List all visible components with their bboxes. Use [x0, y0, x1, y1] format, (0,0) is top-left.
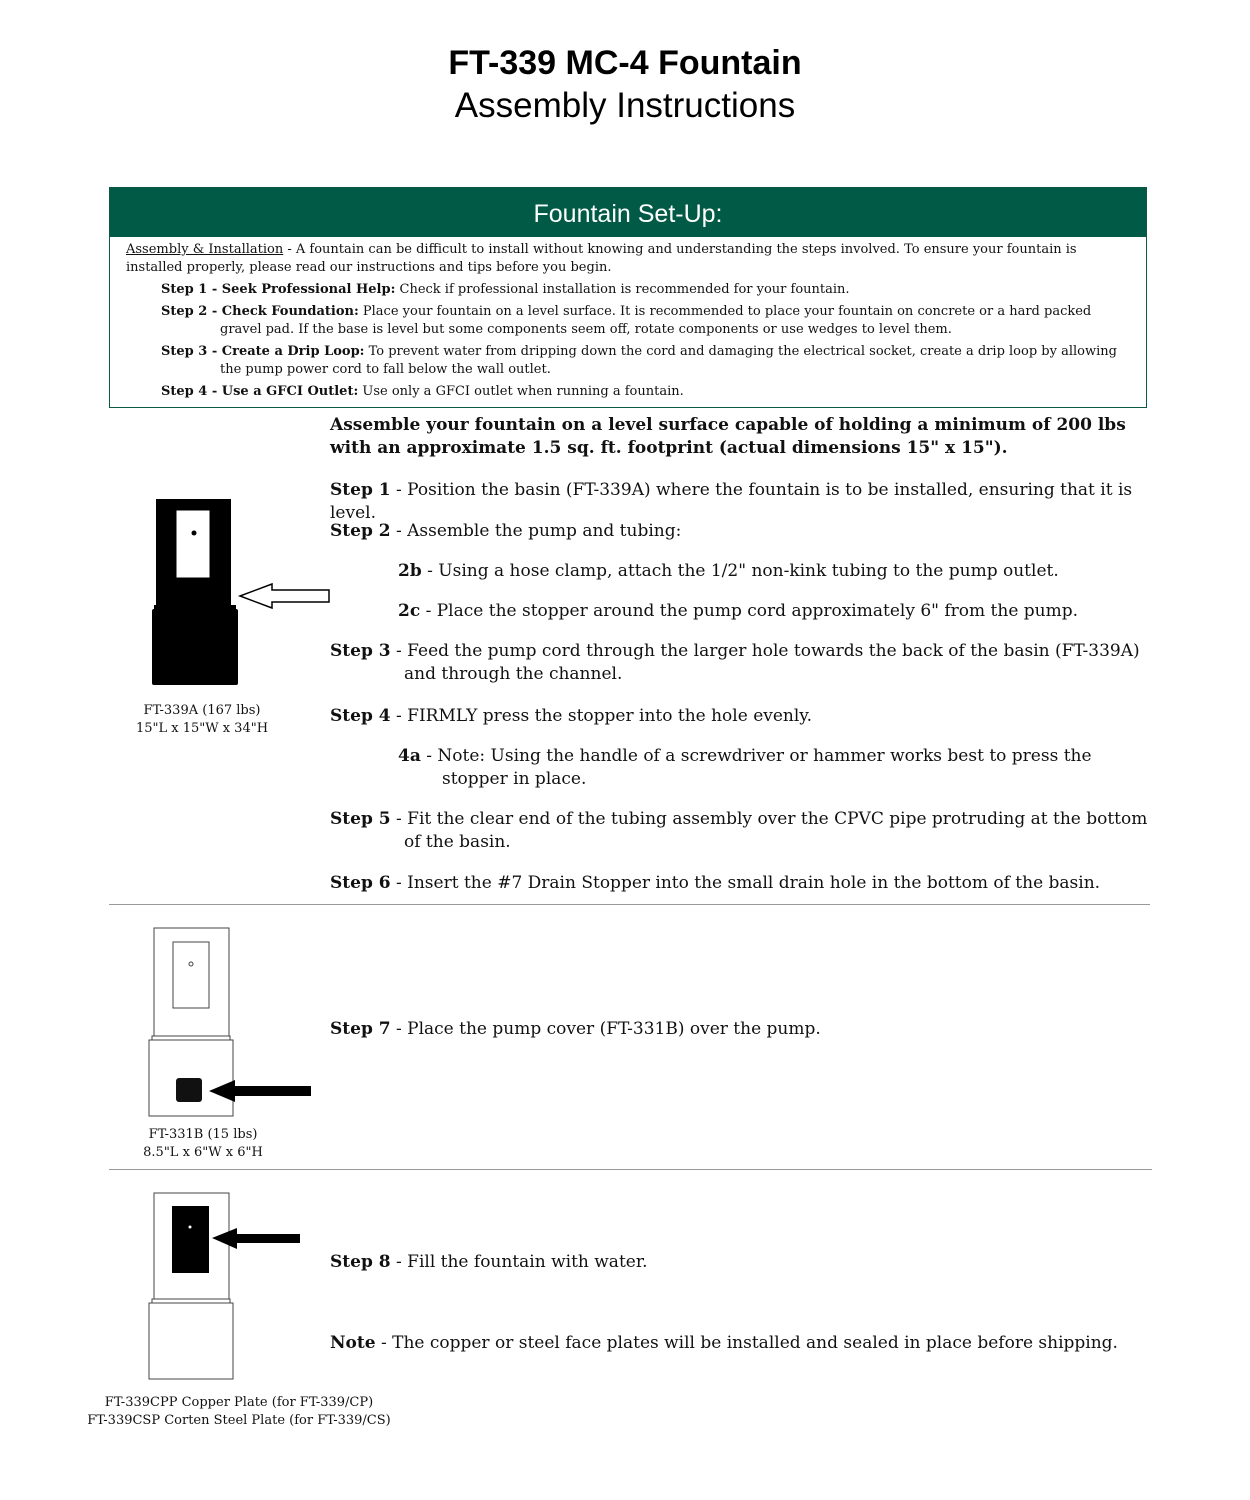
assembly-step-2b — [398, 560, 1152, 583]
step-text: - Fill the fountain with water. — [390, 1252, 648, 1272]
assembly-step-2c — [398, 600, 1152, 623]
step-text: - Place the pump cover (FT-331B) over the pump. — [390, 1019, 821, 1039]
assembly-step-8 — [330, 1251, 1152, 1274]
assembly-note — [330, 1332, 1152, 1355]
fountain-setup-panel — [109, 187, 1147, 408]
setup-intro-lead: Assembly & Installation — [126, 242, 284, 257]
setup-body — [110, 237, 1146, 401]
setup-intro — [126, 241, 1130, 277]
section-divider — [109, 1169, 1152, 1170]
assembly-step-3 — [330, 640, 1152, 686]
setup-heading: Fountain Set-Up: — [110, 188, 1146, 237]
step-text: - Using a hose clamp, attach the 1/2" non-kink tubing to the pump outlet. — [421, 561, 1059, 581]
step-text: - FIRMLY press the stopper into the hole evenly. — [390, 706, 813, 726]
step-text: - Note: Using the handle of a screwdriver or hammer works best to press the stopper in place. — [420, 746, 1092, 789]
step-label: Step 5 — [330, 809, 391, 829]
step-text: - Feed the pump cord through the larger hole towards the back of the basin (FT-339A) and through the channel. — [390, 641, 1140, 684]
step-label: 4a — [398, 746, 421, 766]
plate-caption-line2: FT-339CSP Corten Steel Plate (for FT-339/CS) — [87, 1413, 391, 1428]
cover-caption-line2: 8.5"L x 6"W x 6"H — [143, 1145, 263, 1160]
face-plate — [172, 1206, 209, 1273]
step-label: Step 3 — [330, 641, 391, 661]
basin-hole — [192, 531, 197, 536]
setup-step-label: Step 1 - Seek Professional Help: — [161, 282, 396, 297]
step-text: - The copper or steel face plates will be installed and sealed in place before shipping. — [375, 1333, 1118, 1353]
setup-step-text: To prevent water from dripping down the cord and damaging the electrical socket, create a drip loop by allowing the pump power cord to fall below the wall outlet. — [220, 344, 1117, 377]
setup-step-2 — [161, 303, 1130, 339]
step-label: Step 6 — [330, 873, 391, 893]
step-label: Step 4 — [330, 706, 391, 726]
cover-caption-line1: FT-331B (15 lbs) — [148, 1127, 258, 1142]
setup-step-text: Place your fountain on a level surface. It is recommended to place your fountain on concrete or a hard packed gravel pad. If the base is level but some components seem off, rotate components or use wedges to level them. — [220, 304, 1092, 337]
pointer-arrow-icon — [240, 584, 329, 608]
assembly-lead: Assemble your fountain on a level surface capable of holding a minimum of 200 lbs with an approximate 1.5 sq. ft. footprint (actual dimensions 15" x 15"). — [330, 415, 1126, 458]
step-label: Step 8 — [330, 1252, 391, 1272]
pump-cover-figure — [145, 926, 315, 1118]
step-text: - Assemble the pump and tubing: — [390, 521, 682, 541]
fountain-window — [173, 942, 209, 1008]
setup-step-3 — [161, 343, 1130, 379]
basin-window — [176, 510, 210, 578]
step-label: Note — [330, 1333, 376, 1353]
assembly-step-1 — [330, 479, 1152, 525]
basin-caption-line2: 15"L x 15"W x 34"H — [135, 721, 269, 736]
assembly-step-6 — [330, 872, 1152, 895]
face-plate-figure — [145, 1190, 305, 1382]
plate-caption-line1: FT-339CPP Copper Plate (for FT-339/CP) — [104, 1395, 374, 1410]
basin-figure — [150, 496, 335, 686]
pump-cover — [176, 1078, 202, 1102]
step-label: 2c — [398, 601, 421, 621]
setup-step-label: Step 4 - Use a GFCI Outlet: — [161, 384, 359, 399]
step-text: - Place the stopper around the pump cord approximately 6" from the pump. — [420, 601, 1079, 621]
document-subtitle: Assembly Instructions — [454, 86, 796, 125]
step-text: - Fit the clear end of the tubing assembly over the CPVC pipe protruding at the bottom of the basin. — [390, 809, 1148, 852]
assembly-step-4a — [398, 745, 1152, 791]
step-text: - Position the basin (FT-339A) where the fountain is to be installed, ensuring that it is level. — [330, 480, 1133, 523]
basin-caption-line1: FT-339A (167 lbs) — [143, 703, 261, 718]
setup-step-4 — [161, 383, 1130, 401]
document-title: FT-339 MC-4 Fountain — [448, 44, 802, 82]
basin-lower — [152, 609, 238, 685]
section-divider — [109, 904, 1150, 905]
setup-step-text: Use only a GFCI outlet when running a fountain. — [358, 384, 684, 399]
step-label: Step 2 — [330, 521, 391, 541]
setup-step-1 — [161, 281, 1130, 299]
assembly-step-2 — [330, 520, 1152, 543]
assembly-step-7 — [330, 1018, 1152, 1041]
assembly-step-5 — [330, 808, 1152, 854]
step-label: Step 7 — [330, 1019, 391, 1039]
step-text: - Insert the #7 Drain Stopper into the small drain hole in the bottom of the basin. — [390, 873, 1101, 893]
setup-step-label: Step 3 - Create a Drip Loop: — [161, 344, 365, 359]
setup-step-text: Check if professional installation is recommended for your fountain. — [395, 282, 850, 297]
step-label: 2b — [398, 561, 422, 581]
step-label: Step 1 — [330, 480, 391, 500]
assembly-step-4 — [330, 705, 1152, 728]
fountain-lower — [149, 1303, 233, 1379]
setup-intro-text: - A fountain can be difficult to install without knowing and understanding the steps involved. To ensure your fountain is installed properly, please read our instructions and tips before you begin. — [126, 242, 1077, 275]
setup-step-label: Step 2 - Check Foundation: — [161, 304, 359, 319]
